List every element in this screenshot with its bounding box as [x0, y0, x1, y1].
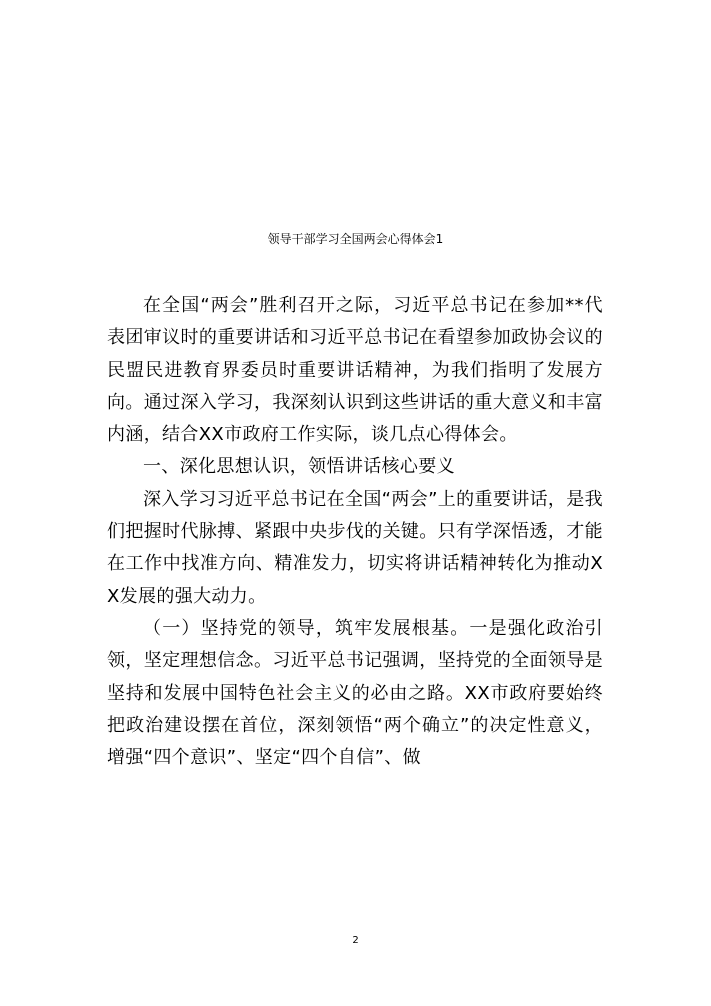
document-title: 领导干部学习全国两会心得体会1: [267, 232, 444, 246]
paragraph-intro: 在全国“两会”胜利召开之际，习近平总书记在参加**代表团审议时的重要讲话和习近平总书记在看望参加政协会议的民盟民进教育界委员时重要讲话精神，为我们指明了发展方向。通过深入学习，我深刻认识到这些讲话的重大意义和丰富内涵，结合XX市政府工作实际，谈几点心得体会。: [107, 295, 603, 446]
section-heading: 一、深化思想认识，领悟讲话核心要义: [143, 456, 455, 478]
document-body: [107, 290, 603, 774]
paragraph-subsection-1: （一）坚持党的领导，筑牢发展根基。一是强化政治引领，坚定理想信念。习近平总书记强调，坚持党的全面领导是坚持和发展中国特色社会主义的必由之路。XX市政府要始终把政治建设摆在首位，深刻领悟“两个确立”的决定性意义，增强“四个意识”、坚定“四个自信”、做: [107, 617, 603, 769]
paragraph-section-intro: 深入学习习近平总书记在全国“两会”上的重要讲话，是我们把握时代脉搏、紧跟中央步伐的关键。只有学深悟透，才能在工作中找准方向、精准发力，切实将讲话精神转化为推动XX发展的强大动力。: [107, 488, 603, 607]
page-number: 2: [352, 935, 359, 946]
